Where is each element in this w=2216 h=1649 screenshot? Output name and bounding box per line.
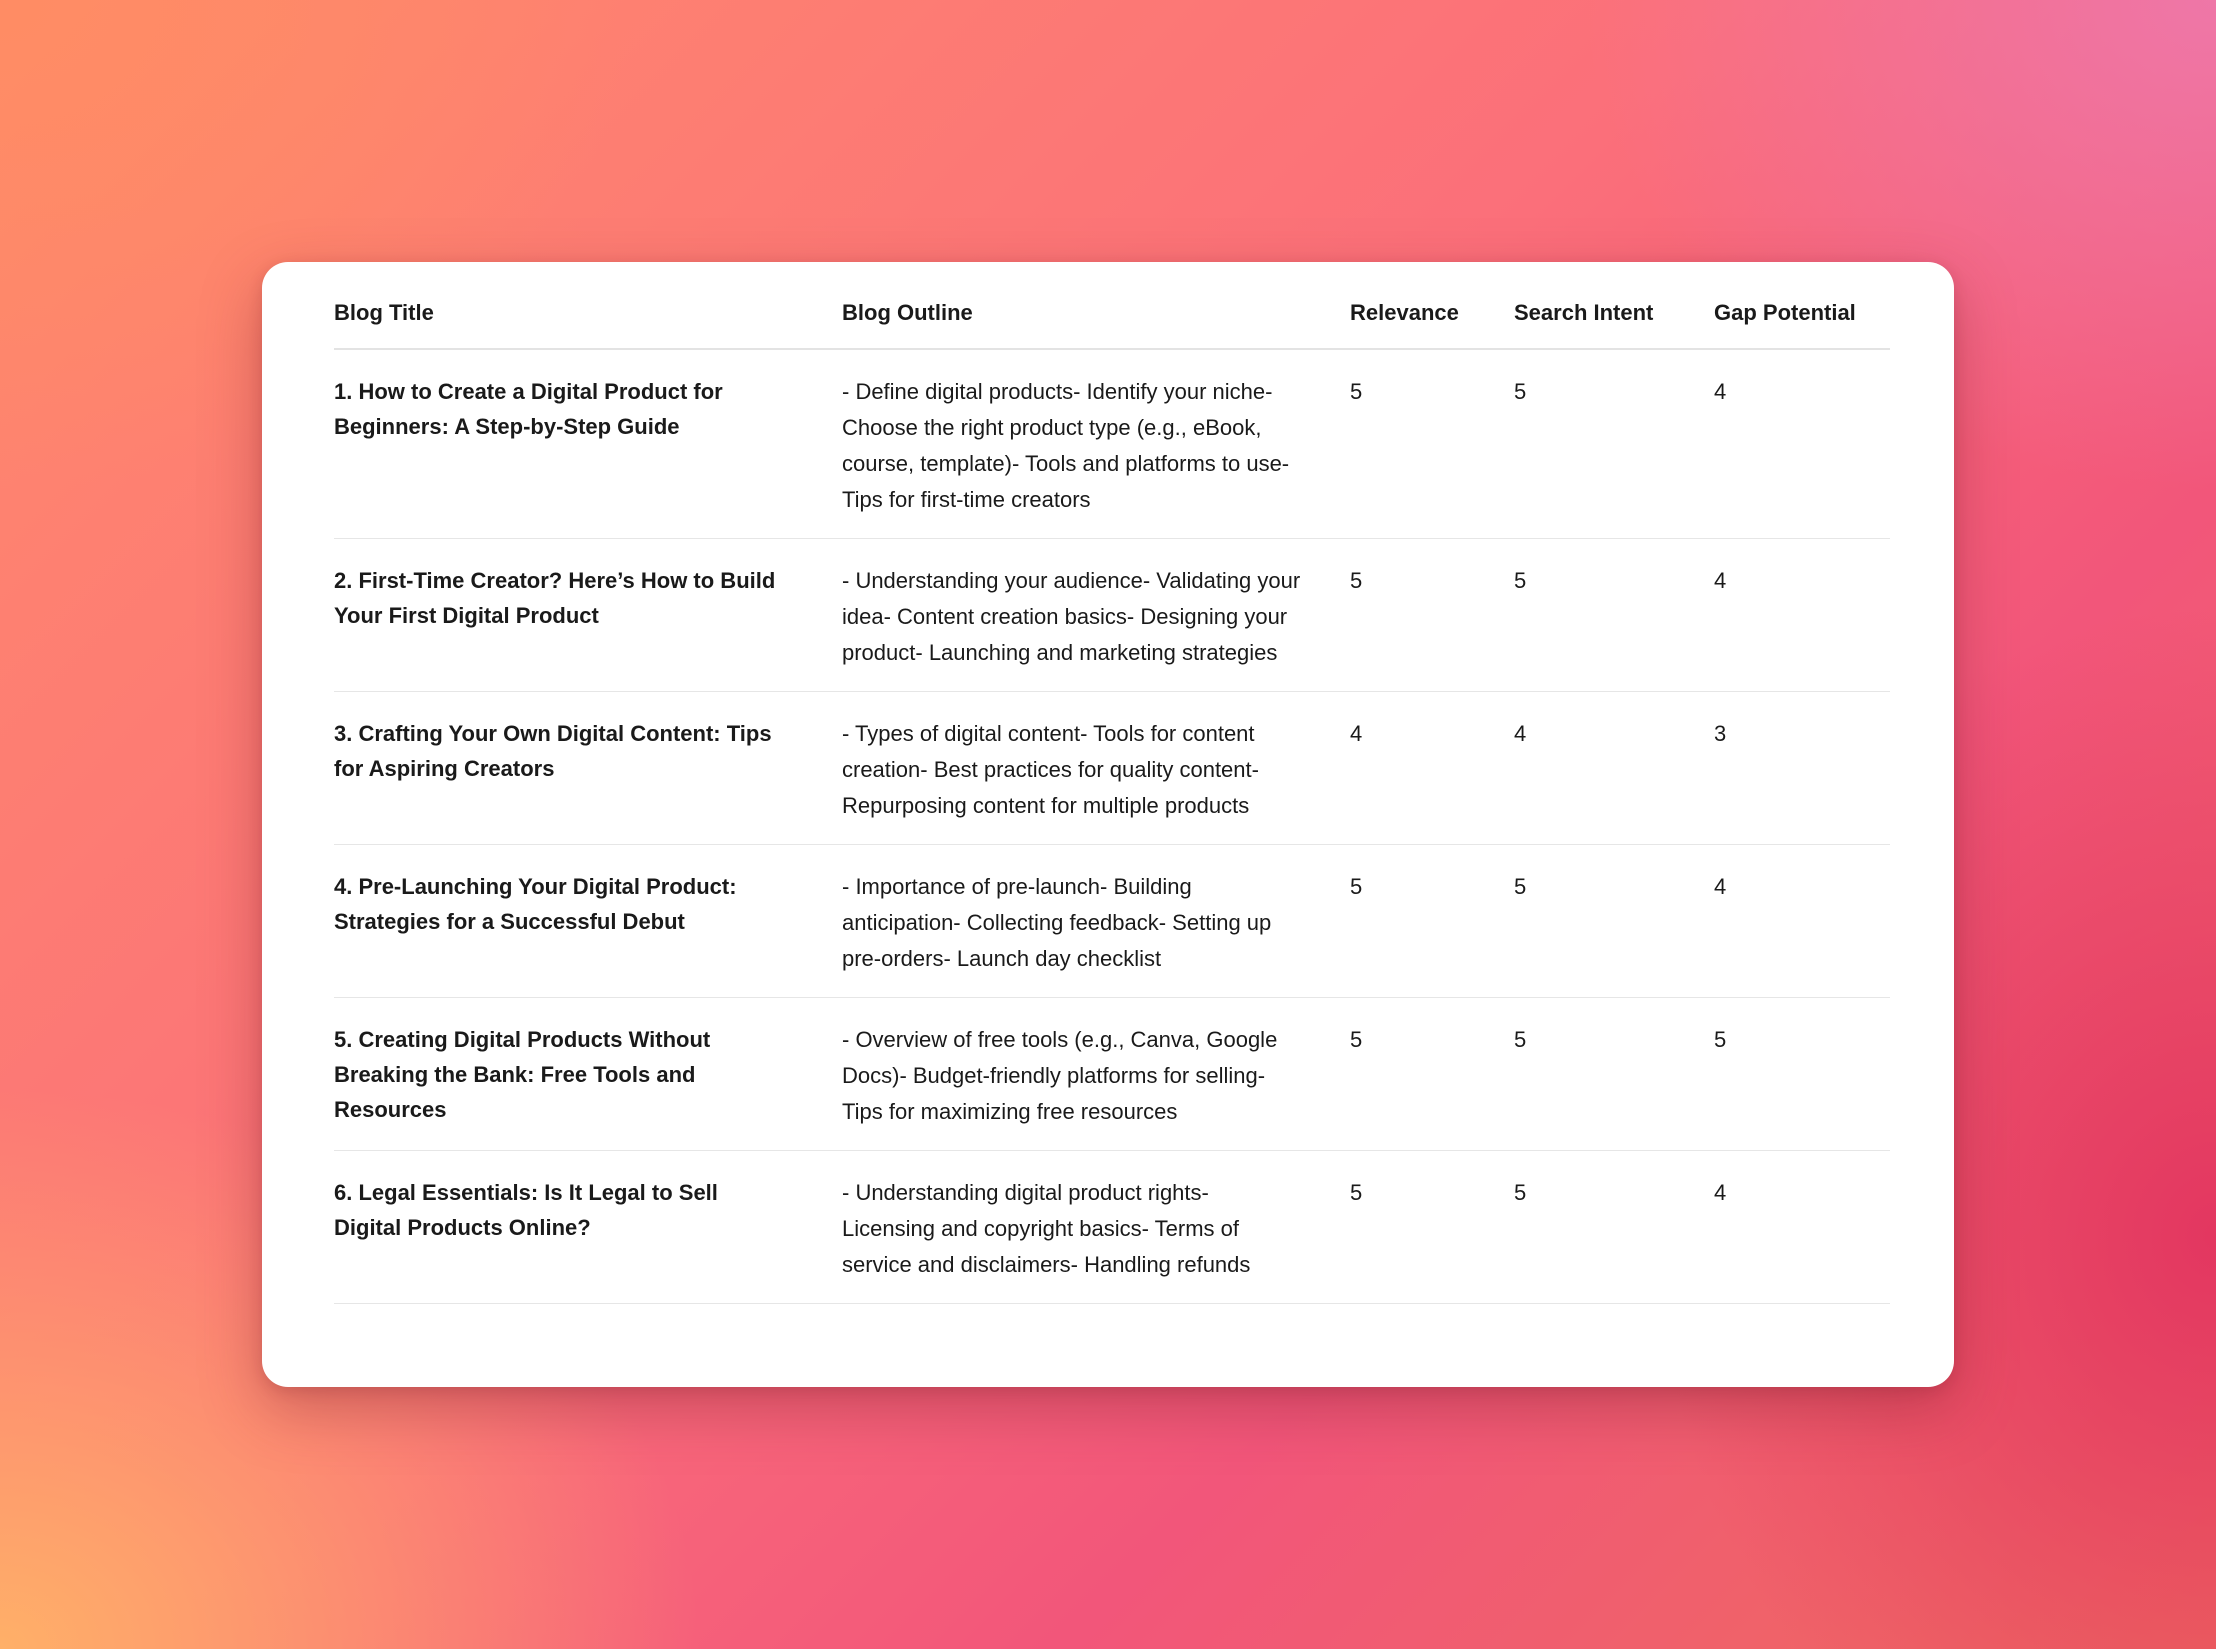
cell-blog-title: 3. Crafting Your Own Digital Content: Tips for Aspiring Creators [334,692,842,845]
cell-blog-outline: - Define digital products- Identify your niche- Choose the right product type (e.g., eBook, course, template)- Tools and platforms to use- Tips for first-time creators [842,349,1350,539]
header-row [334,262,1890,349]
cell-search-intent: 5 [1514,998,1714,1151]
cell-search-intent: 5 [1514,1151,1714,1304]
table-row [334,692,1890,845]
cell-blog-title: 4. Pre-Launching Your Digital Product: Strategies for a Successful Debut [334,845,842,998]
header-search-intent[interactable]: Search Intent [1514,262,1714,349]
cell-gap-potential: 4 [1714,1151,1890,1304]
cell-search-intent: 5 [1514,845,1714,998]
cell-search-intent: 5 [1514,539,1714,692]
cell-relevance: 5 [1350,845,1514,998]
cell-blog-outline: - Understanding your audience- Validating your idea- Content creation basics- Designing your product- Launching and marketing strategies [842,539,1350,692]
cell-gap-potential: 4 [1714,845,1890,998]
table-header [334,262,1890,349]
table-body [334,349,1890,1304]
cell-relevance: 5 [1350,349,1514,539]
cell-gap-potential: 4 [1714,539,1890,692]
table-row [334,539,1890,692]
table-row [334,998,1890,1151]
header-relevance[interactable]: Relevance [1350,262,1514,349]
cell-search-intent: 4 [1514,692,1714,845]
cell-blog-outline: - Overview of free tools (e.g., Canva, Google Docs)- Budget-friendly platforms for selling- Tips for maximizing free resources [842,998,1350,1151]
cell-blog-outline: - Importance of pre-launch- Building anticipation- Collecting feedback- Setting up pre-orders- Launch day checklist [842,845,1350,998]
table-row [334,1151,1890,1304]
cell-blog-outline: - Understanding digital product rights- Licensing and copyright basics- Terms of service and disclaimers- Handling refunds [842,1151,1350,1304]
cell-blog-title: 6. Legal Essentials: Is It Legal to Sell Digital Products Online? [334,1151,842,1304]
header-blog-title[interactable]: Blog Title [334,262,842,349]
cell-relevance: 5 [1350,539,1514,692]
table-row [334,349,1890,539]
header-blog-outline[interactable]: Blog Outline [842,262,1350,349]
table-scroll-area[interactable] [334,262,1890,1304]
cell-blog-title: 1. How to Create a Digital Product for Beginners: A Step-by-Step Guide [334,349,842,539]
cell-search-intent: 5 [1514,349,1714,539]
cell-relevance: 5 [1350,998,1514,1151]
cell-gap-potential: 5 [1714,998,1890,1151]
cell-blog-title: 5. Creating Digital Products Without Breaking the Bank: Free Tools and Resources [334,998,842,1151]
blog-table-card [262,262,1954,1387]
cell-gap-potential: 3 [1714,692,1890,845]
cell-relevance: 4 [1350,692,1514,845]
cell-blog-outline: - Types of digital content- Tools for content creation- Best practices for quality content- Repurposing content for multiple products [842,692,1350,845]
cell-gap-potential: 4 [1714,349,1890,539]
cell-relevance: 5 [1350,1151,1514,1304]
table-row [334,845,1890,998]
header-gap-potential[interactable]: Gap Potential [1714,262,1890,349]
cell-blog-title: 2. First-Time Creator? Here’s How to Build Your First Digital Product [334,539,842,692]
blog-ideas-table [334,262,1890,1304]
